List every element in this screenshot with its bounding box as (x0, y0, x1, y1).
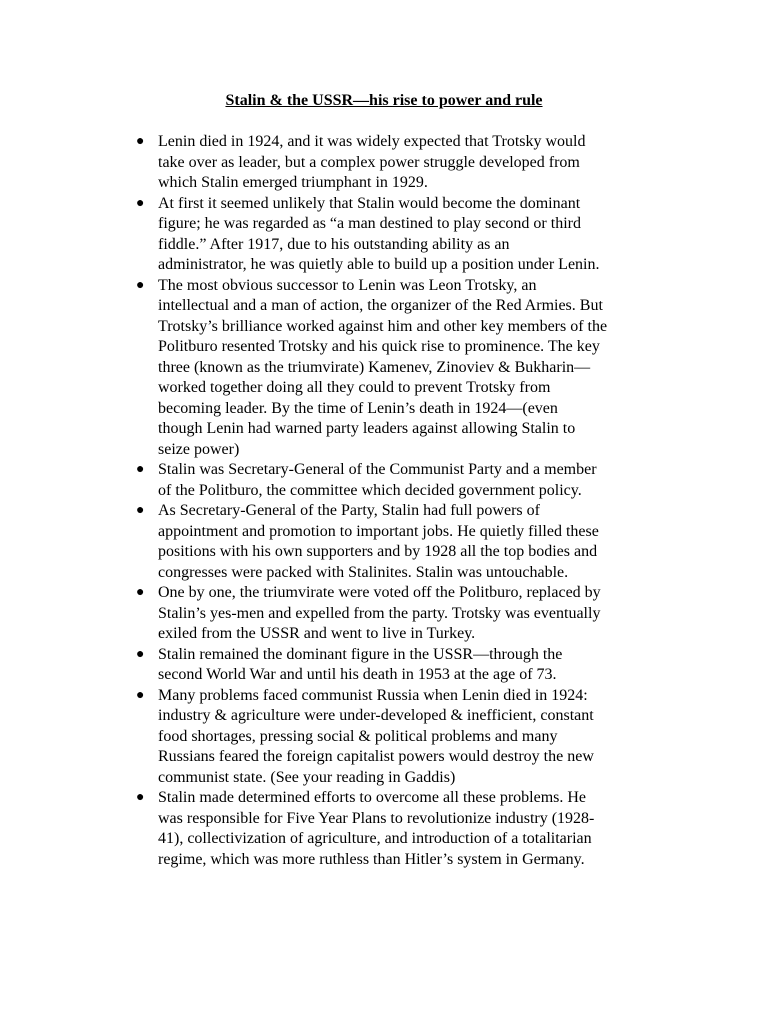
bullet-text-line: 41), collectivization of agriculture, and introduction of a totalitarian (158, 830, 592, 847)
bullet-text-line: As Secretary-General of the Party, Stalin had full powers of (158, 502, 540, 519)
bullet-text-line: administrator, he was quietly able to build up a position under Lenin. (158, 256, 600, 273)
bullet-dot-icon: ● (136, 134, 145, 149)
bullet-text-line: Stalin was Secretary-General of the Communist Party and a member (158, 461, 597, 478)
bullet-text-line: food shortages, pressing social & political problems and many (158, 727, 558, 745)
bullet-item (136, 194, 658, 276)
bullet-text-line: figure; he was regarded as “a man destined to play second or third (158, 215, 581, 232)
bullet-text-line: Russians feared the foreign capitalist powers would destroy the new (158, 748, 594, 765)
bullet-text-line: positions with his own supporters and by 1928 all the top bodies and (158, 543, 598, 560)
bullet-text-line: communist state. (See your reading in Gaddis) (158, 768, 456, 786)
bullet-text-line: take over as leader, but a complex power struggle developed from (158, 153, 580, 171)
bullet-text-line: intellectual and a man of action, the organizer of the Red Armies. But (158, 297, 603, 314)
bullet-text-line: One by one, the triumvirate were voted off the Politburo, replaced by (158, 584, 601, 601)
bullet-text-line: though Lenin had warned party leaders against allowing Stalin to (158, 420, 576, 437)
bullet-item (136, 276, 658, 461)
bullet-text-line: appointment and promotion to important jobs. He quietly filled these (158, 522, 599, 540)
bullet-item (136, 645, 658, 686)
bullet-dot-icon: ● (136, 585, 145, 600)
document-title: Stalin & the USSR—his rise to power and rule (225, 92, 543, 109)
bullet-text-line: Stalin made determined efforts to overcome all these problems. He (158, 789, 587, 806)
bullet-text-line: which Stalin emerged triumphant in 1929. (158, 174, 428, 191)
bullet-text-line: of the Politburo, the committee which decided government policy. (158, 481, 582, 499)
bullet-item (136, 501, 658, 583)
bullet-dot-icon: ● (136, 503, 145, 518)
bullet-text-line: Stalin remained the dominant figure in the USSR—through the (158, 645, 563, 663)
bullet-item (136, 583, 658, 645)
bullet-dot-icon: ● (136, 790, 145, 805)
bullet-dot-icon: ● (136, 462, 145, 477)
bullet-text-line: exiled from the USSR and went to live in Turkey. (158, 625, 476, 642)
bullet-text-line: three (known as the triumvirate) Kamenev, Zinoviev & Bukharin— (158, 358, 591, 376)
bullet-text-line: Politburo resented Trotsky and his quick rise to prominence. The key (158, 338, 600, 355)
bullet-dot-icon: ● (136, 687, 145, 703)
bullet-text-line: Lenin died in 1924, and it was widely expected that Trotsky would (158, 133, 586, 150)
bullet-item (136, 686, 658, 789)
bullet-text-line: second World War and until his death in 1953 at the age of 73. (158, 666, 557, 683)
bullet-list (136, 132, 658, 870)
bullet-text-line: The most obvious successor to Lenin was Leon Trotsky, an (158, 276, 537, 294)
bullet-text-line: Stalin’s yes-men and expelled from the party. Trotsky was eventually (158, 604, 601, 622)
bullet-text-line: Trotsky’s brilliance worked against him and other key members of the (158, 317, 608, 335)
bullet-dot-icon: ● (136, 277, 145, 293)
bullet-text-line: congresses were packed with Stalinites. Stalin was untouchable. (158, 563, 569, 581)
bullet-dot-icon: ● (136, 646, 145, 662)
bullet-item (136, 788, 658, 870)
bullet-text-line: Many problems faced communist Russia when Lenin died in 1924: (158, 686, 588, 704)
bullet-text-line: At first it seemed unlikely that Stalin would become the dominant (158, 194, 581, 212)
bullet-dot-icon: ● (136, 195, 145, 211)
bullet-text-line: regime, which was more ruthless than Hitler’s system in Germany. (158, 850, 585, 868)
bullet-text-line: becoming leader. By the time of Lenin’s death in 1924—(even (158, 399, 558, 417)
bullet-text-line: worked together doing all they could to prevent Trotsky from (158, 379, 551, 396)
bullet-text-line: fiddle.” After 1917, due to his outstanding ability as an (158, 235, 510, 253)
bullet-item (136, 132, 658, 194)
bullet-text-line: was responsible for Five Year Plans to revolutionize industry (1928- (158, 809, 595, 827)
bullet-text-line: seize power) (158, 440, 240, 458)
bullet-text-line: industry & agriculture were under-developed & inefficient, constant (158, 707, 594, 724)
bullet-item (136, 460, 658, 501)
